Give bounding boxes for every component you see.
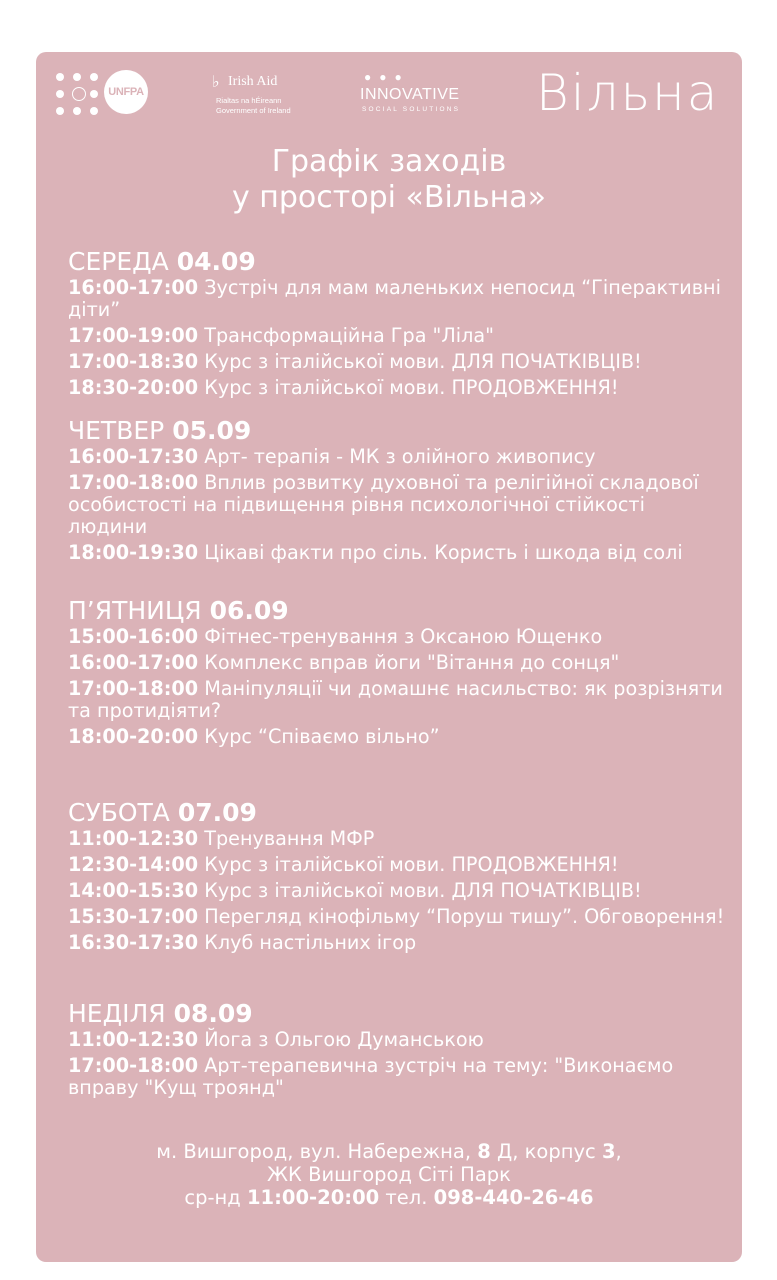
- footer-address: [36, 1140, 742, 1163]
- three-dots-icon: ●●●: [364, 70, 410, 84]
- event-item: [68, 277, 728, 321]
- event-text: Зустріч для мам маленьких непосид “Гіперактивні діти”: [68, 276, 721, 321]
- poster-card: [36, 52, 742, 1262]
- event-item: [68, 472, 728, 538]
- irish-aid-name: Irish Aid: [228, 74, 278, 89]
- day-heading: [68, 416, 728, 446]
- tel-label: тел.: [379, 1186, 434, 1209]
- event-time: 18:30-20:00: [68, 376, 199, 399]
- event-item: [68, 1029, 728, 1051]
- event-time: 16:30-17:30: [68, 931, 199, 954]
- event-time: 15:00-16:00: [68, 625, 199, 648]
- event-text: Маніпуляції чи домашнє насильство: як розрізняти та протидіяти?: [68, 677, 723, 722]
- event-time: 17:00-18:00: [68, 471, 199, 494]
- event-text: Вплив розвитку духовної та релігійної складової особистості на підвищення рівня психологічної стійкості людини: [68, 471, 699, 538]
- harp-icon: ♭: [212, 74, 220, 91]
- event-item: [68, 880, 728, 902]
- working-days: ср-нд: [184, 1186, 247, 1209]
- event-item: [68, 1055, 728, 1099]
- day-section: [68, 416, 728, 568]
- event-text: Курс з італійської мови. ДЛЯ ПОЧАТКІВЦІВ!: [204, 879, 642, 902]
- event-item: [68, 652, 728, 674]
- day-date: 05.09: [172, 416, 252, 445]
- footer-hours-line: [36, 1186, 742, 1209]
- event-text: Курс “Співаємо вільно”: [204, 725, 440, 748]
- event-text: Перегляд кінофільму “Поруш тишу”. Обговорення!: [204, 905, 725, 928]
- event-text: Йога з Ольгою Думанською: [204, 1028, 484, 1051]
- event-time: 17:00-18:00: [68, 677, 199, 700]
- event-item: [68, 446, 728, 468]
- event-item: [68, 828, 728, 850]
- event-time: 16:00-17:30: [68, 445, 199, 468]
- day-date: 06.09: [209, 596, 289, 625]
- day-name: НЕДІЛЯ: [68, 999, 166, 1028]
- irish-aid-sub1: Rialtas na hÉireann: [216, 96, 282, 105]
- event-item: [68, 678, 728, 722]
- event-time: 18:00-19:30: [68, 541, 199, 564]
- day-section: [68, 247, 728, 403]
- event-time: 12:30-14:00: [68, 853, 199, 876]
- event-time: 17:00-18:00: [68, 1054, 199, 1077]
- event-text: Трансформаційна Гра "Ліла": [204, 324, 494, 347]
- page-title: [36, 144, 742, 216]
- unfpa-badge: UNFPA: [104, 70, 148, 114]
- event-item: [68, 932, 728, 954]
- day-date: 04.09: [176, 247, 256, 276]
- event-item: [68, 726, 728, 748]
- event-text: Арт-терапевична зустріч на тему: "Виконаємо вправу "Кущ троянд": [68, 1054, 674, 1099]
- footer-complex: ЖК Вишгород Сіті Парк: [267, 1163, 511, 1186]
- working-hours: 11:00-20:00: [246, 1186, 380, 1209]
- event-text: Арт- терапія - МК з олійного живопису: [204, 445, 596, 468]
- event-item: [68, 325, 728, 347]
- innovative-sub: SOCIAL SOLUTIONS: [362, 106, 461, 113]
- event-time: 16:00-17:00: [68, 651, 199, 674]
- event-time: 17:00-19:00: [68, 324, 199, 347]
- day-heading: [68, 999, 728, 1029]
- day-date: 08.09: [173, 999, 253, 1028]
- event-time: 11:00-12:30: [68, 827, 199, 850]
- unfpa-logo: [56, 70, 152, 118]
- irish-aid-logo: [206, 72, 316, 122]
- irish-aid-sub2: Government of Ireland: [216, 106, 291, 115]
- day-section: [68, 999, 728, 1103]
- unfpa-dots-icon: [56, 73, 104, 115]
- day-name: СУБОТА: [68, 798, 170, 827]
- event-time: 11:00-12:30: [68, 1028, 199, 1051]
- event-text: Курс з італійської мови. ПРОДОВЖЕННЯ!: [204, 376, 619, 399]
- event-item: [68, 377, 728, 399]
- event-text: Клуб настільних ігор: [204, 931, 417, 954]
- event-item: [68, 854, 728, 876]
- event-time: 15:30-17:00: [68, 905, 199, 928]
- day-name: ЧЕТВЕР: [68, 416, 165, 445]
- event-item: [68, 351, 728, 373]
- day-name: СЕРЕДА: [68, 247, 169, 276]
- event-text: Комплекс вправ йоги "Вітання до сонця": [204, 651, 620, 674]
- day-name: П’ЯТНИЦЯ: [68, 596, 202, 625]
- vilna-logo: Вільна: [536, 64, 720, 122]
- event-time: 14:00-15:30: [68, 879, 199, 902]
- address-building: 3: [601, 1140, 616, 1163]
- address-part: Д, корпус: [490, 1140, 602, 1163]
- footer-contacts: [36, 1140, 742, 1209]
- day-heading: [68, 247, 728, 277]
- event-item: [68, 906, 728, 928]
- event-text: Курс з італійської мови. ДЛЯ ПОЧАТКІВЦІВ!: [204, 350, 642, 373]
- event-text: Фітнес-тренування з Оксаною Ющенко: [204, 625, 603, 648]
- event-time: 17:00-18:30: [68, 350, 199, 373]
- event-text: Курс з італійської мови. ПРОДОВЖЕННЯ!: [204, 853, 619, 876]
- day-section: [68, 798, 728, 958]
- day-date: 07.09: [177, 798, 257, 827]
- innovative-name: INNOVATIVE: [360, 86, 460, 103]
- address-part: ,: [615, 1140, 622, 1163]
- day-heading: [68, 798, 728, 828]
- event-time: 18:00-20:00: [68, 725, 199, 748]
- title-line-1: Графік заходів: [271, 144, 507, 179]
- event-text: Цікаві факти про сіль. Користь і шкода від солі: [204, 541, 683, 564]
- event-time: 16:00-17:00: [68, 276, 199, 299]
- event-item: [68, 542, 728, 564]
- day-section: [68, 596, 728, 752]
- title-line-2: у просторі «Вільна»: [231, 180, 547, 215]
- un-globe-icon: [72, 87, 86, 101]
- event-item: [68, 626, 728, 648]
- phone-number: 098-440-26-46: [433, 1186, 594, 1209]
- innovative-logo: [358, 70, 488, 120]
- event-text: Тренування МФР: [204, 827, 375, 850]
- day-heading: [68, 596, 728, 626]
- address-part: м. Вишгород, вул. Набережна,: [156, 1140, 478, 1163]
- address-number: 8: [477, 1140, 491, 1163]
